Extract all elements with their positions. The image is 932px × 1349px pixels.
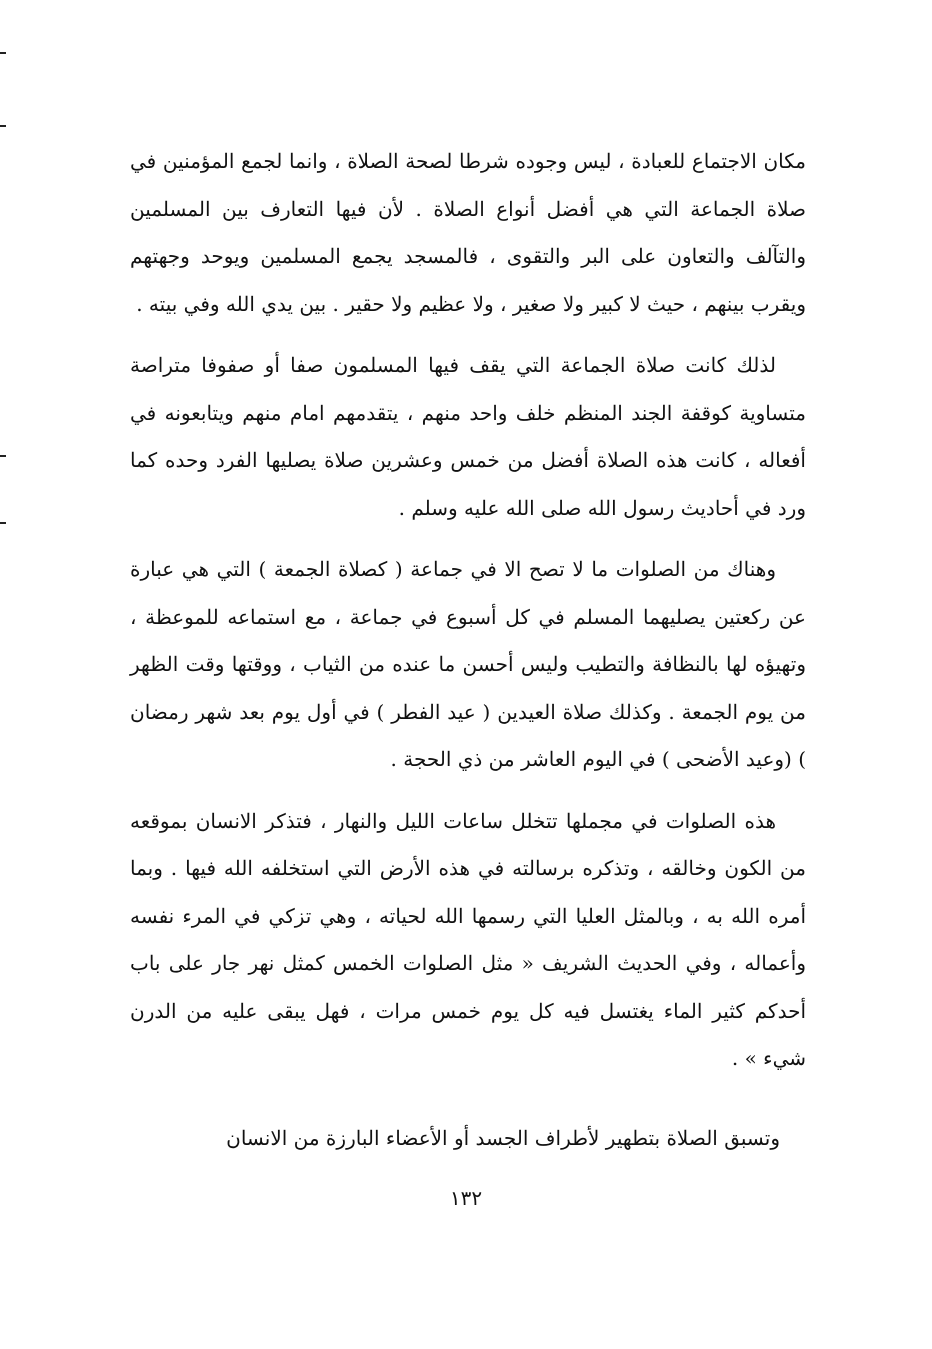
margin-mark xyxy=(0,522,6,524)
body-text xyxy=(130,138,806,1097)
paragraph-mosque-gathering: مكان الاجتماع للعبادة ، ليس وجوده شرطا لصحة الصلاة ، وانما لجمع المؤمنين في صلاة الجماعة التي هي أفضل أنواع الصلاة . لأن فيها التعارف بين المسلمين والتآلف والتعاون على البر والتقوى ، فالمسجد يجمع المسلمين ويوحد وجهتهم ويقرب بينهم ، حيث لا كبير ولا صغير ، ولا عظيم ولا حقير . بين يدي الله وفي بيته . xyxy=(130,149,806,316)
margin-mark xyxy=(0,455,6,457)
paragraph-congregational-prayer: لذلك كانت صلاة الجماعة التي يقف فيها المسلمون صفا أو صفوفا متراصة متساوية كوقفة الجند المنظم خلف واحد منهم ، يتقدمهم امام منهم ويتابعونه في أفعاله ، كانت هذه الصلاة أفضل من خمس وعشرين صلاة يصليها الفرد وحده كما ورد في أحاديث رسول الله صلى الله عليه وسلم . xyxy=(130,353,806,520)
paragraph-prayer-times: هذه الصلوات في مجملها تتخلل ساعات الليل والنهار ، فتذكر الانسان بموقعه من الكون وخالقه ، وتذكره برسالته في هذه الأرض التي استخلفه الله فيها . وبما أمره الله به ، وبالمثل العليا التي رسمها الله لحياته ، وهي تزكي في المرء نفسه وأعماله ، وفي الحديث الشريف « مثل الصلوات الخمس كمثل نهر جار على باب أحدكم كثير الماء يغتسل فيه كل يوم خمس مرات ، فهل يبقى عليه من الدرن شيء » . xyxy=(130,808,806,1070)
continuation-line: وتسبق الصلاة بتطهير لأطراف الجسد أو الأعضاء البارزة من الانسان xyxy=(226,1126,780,1150)
margin-mark xyxy=(0,52,6,54)
paragraph-friday-and-eid-prayers: وهناك من الصلوات ما لا تصح الا في جماعة ( كصلاة الجمعة ) التي هي عبارة عن ركعتين يصليهما المسلم في كل أسبوع في جماعة ، مع استماعه للموعظة ، وتهيؤه لها بالنظافة والتطيب وليس أحسن ما عنده من الثياب ، ووقتها وقت الظهر من يوم الجمعة . وكذلك صلاة العيدين ( عيد الفطر ) في أول يوم بعد شهر رمضان ) (وعيد الأضحى ) في اليوم العاشر من ذي الحجة . xyxy=(130,557,806,771)
page-number: ١٣٢ xyxy=(449,1186,483,1210)
margin-mark xyxy=(0,125,6,127)
